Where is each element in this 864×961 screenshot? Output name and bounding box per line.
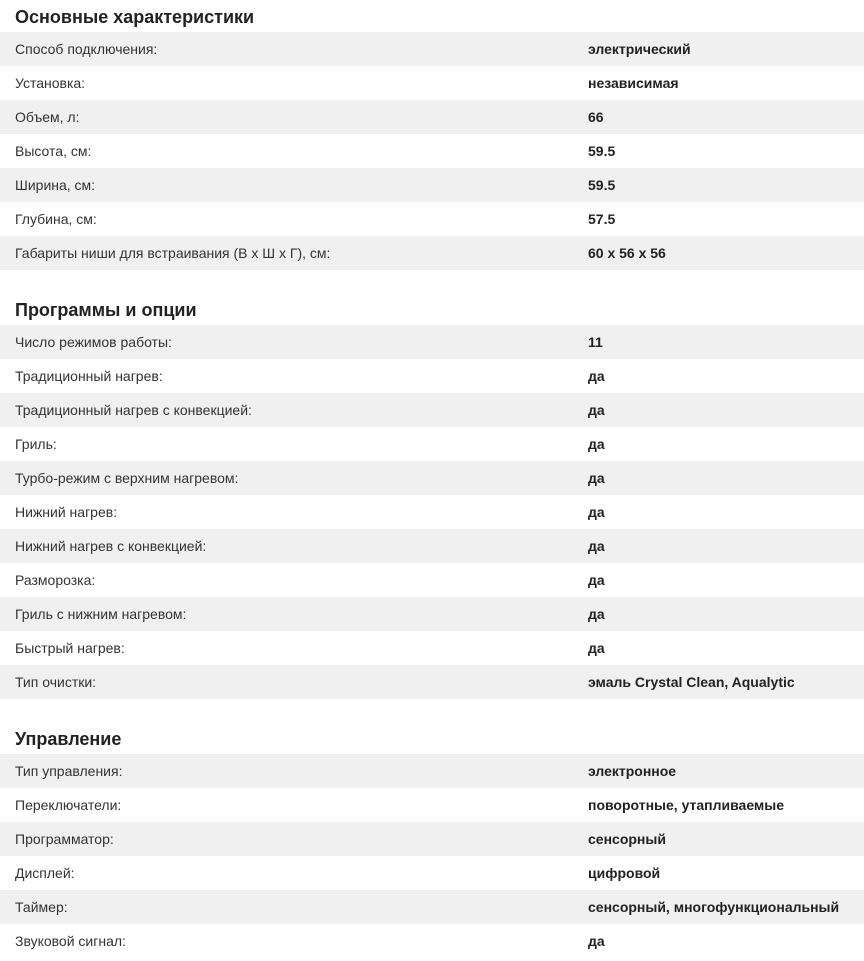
spec-row	[0, 924, 864, 958]
spec-row	[0, 100, 864, 134]
spec-label: Способ подключения:	[15, 41, 158, 57]
spec-value: да	[588, 402, 605, 418]
spec-value: 59.5	[588, 143, 616, 159]
section-controls	[0, 722, 864, 958]
spec-row	[0, 393, 864, 427]
spec-label: Быстрый нагрев:	[15, 640, 125, 656]
spec-row	[0, 665, 864, 699]
section-title: Основные характеристики	[15, 7, 255, 27]
spec-label: Тип очистки:	[15, 674, 97, 690]
spec-value: 57.5	[588, 211, 616, 227]
spec-value: да	[588, 368, 605, 384]
spec-row	[0, 788, 864, 822]
spec-row	[0, 359, 864, 393]
spec-row	[0, 856, 864, 890]
spec-row	[0, 202, 864, 236]
spec-value: да	[588, 538, 605, 554]
spec-label: Нижний нагрев с конвекцией:	[15, 538, 207, 554]
spec-label: Высота, см:	[15, 143, 92, 159]
spec-row	[0, 427, 864, 461]
spec-value: 11	[588, 334, 603, 350]
section-title: Программы и опции	[15, 300, 197, 320]
spec-row	[0, 495, 864, 529]
spec-row	[0, 66, 864, 100]
spec-label: Таймер:	[15, 899, 68, 915]
section-spacer	[0, 699, 864, 722]
spec-value: да	[588, 436, 605, 452]
spec-value: электронное	[588, 763, 677, 779]
spec-label: Традиционный нагрев:	[15, 368, 163, 384]
spec-row	[0, 754, 864, 788]
section-title: Управление	[15, 729, 122, 749]
spec-row	[0, 890, 864, 924]
spec-row	[0, 134, 864, 168]
spec-label: Глубина, см:	[15, 211, 97, 227]
spec-label: Традиционный нагрев с конвекцией:	[15, 402, 252, 418]
spec-row	[0, 32, 864, 66]
spec-row	[0, 597, 864, 631]
spec-label: Турбо-режим с верхним нагревом:	[15, 470, 239, 486]
spec-row	[0, 563, 864, 597]
spec-value: поворотные, утапливаемые	[588, 797, 785, 813]
spec-value: независимая	[588, 75, 679, 91]
section-spacer	[0, 270, 864, 293]
spec-value: эмаль Crystal Clean, Aqualytic	[588, 674, 795, 690]
spec-row	[0, 236, 864, 270]
spec-value: цифровой	[588, 865, 661, 881]
spec-row	[0, 631, 864, 665]
spec-label: Переключатели:	[15, 797, 122, 813]
spec-value: 59.5	[588, 177, 616, 193]
spec-label: Объем, л:	[15, 109, 80, 125]
spec-label: Гриль с нижним нагревом:	[15, 606, 187, 622]
spec-label: Ширина, см:	[15, 177, 96, 193]
spec-row	[0, 168, 864, 202]
spec-value: 60 x 56 x 56	[588, 245, 666, 261]
spec-label: Установка:	[15, 75, 86, 91]
spec-label: Тип управления:	[15, 763, 123, 779]
spec-value: да	[588, 470, 605, 486]
spec-label: Габариты ниши для встраивания (В х Ш х Г), см:	[15, 245, 331, 261]
spec-value: да	[588, 504, 605, 520]
section-programs-options	[0, 293, 864, 699]
spec-label: Программатор:	[15, 831, 114, 847]
spec-label: Нижний нагрев:	[15, 504, 118, 520]
spec-row	[0, 529, 864, 563]
spec-label: Число режимов работы:	[15, 334, 172, 350]
spec-value: 66	[588, 109, 604, 125]
spec-value: да	[588, 606, 605, 622]
spec-value: сенсорный, многофункциональный	[588, 899, 840, 915]
section-main-characteristics	[0, 0, 864, 270]
spec-row	[0, 461, 864, 495]
spec-label: Дисплей:	[15, 865, 75, 881]
spec-label: Звуковой сигнал:	[15, 933, 126, 949]
spec-value: да	[588, 933, 605, 949]
spec-label: Гриль:	[15, 436, 57, 452]
spec-label: Разморозка:	[15, 572, 96, 588]
spec-value: сенсорный	[588, 831, 666, 847]
spec-value: да	[588, 572, 605, 588]
spec-row	[0, 822, 864, 856]
spec-value: да	[588, 640, 605, 656]
spec-value: электрический	[588, 41, 691, 57]
spec-row	[0, 325, 864, 359]
